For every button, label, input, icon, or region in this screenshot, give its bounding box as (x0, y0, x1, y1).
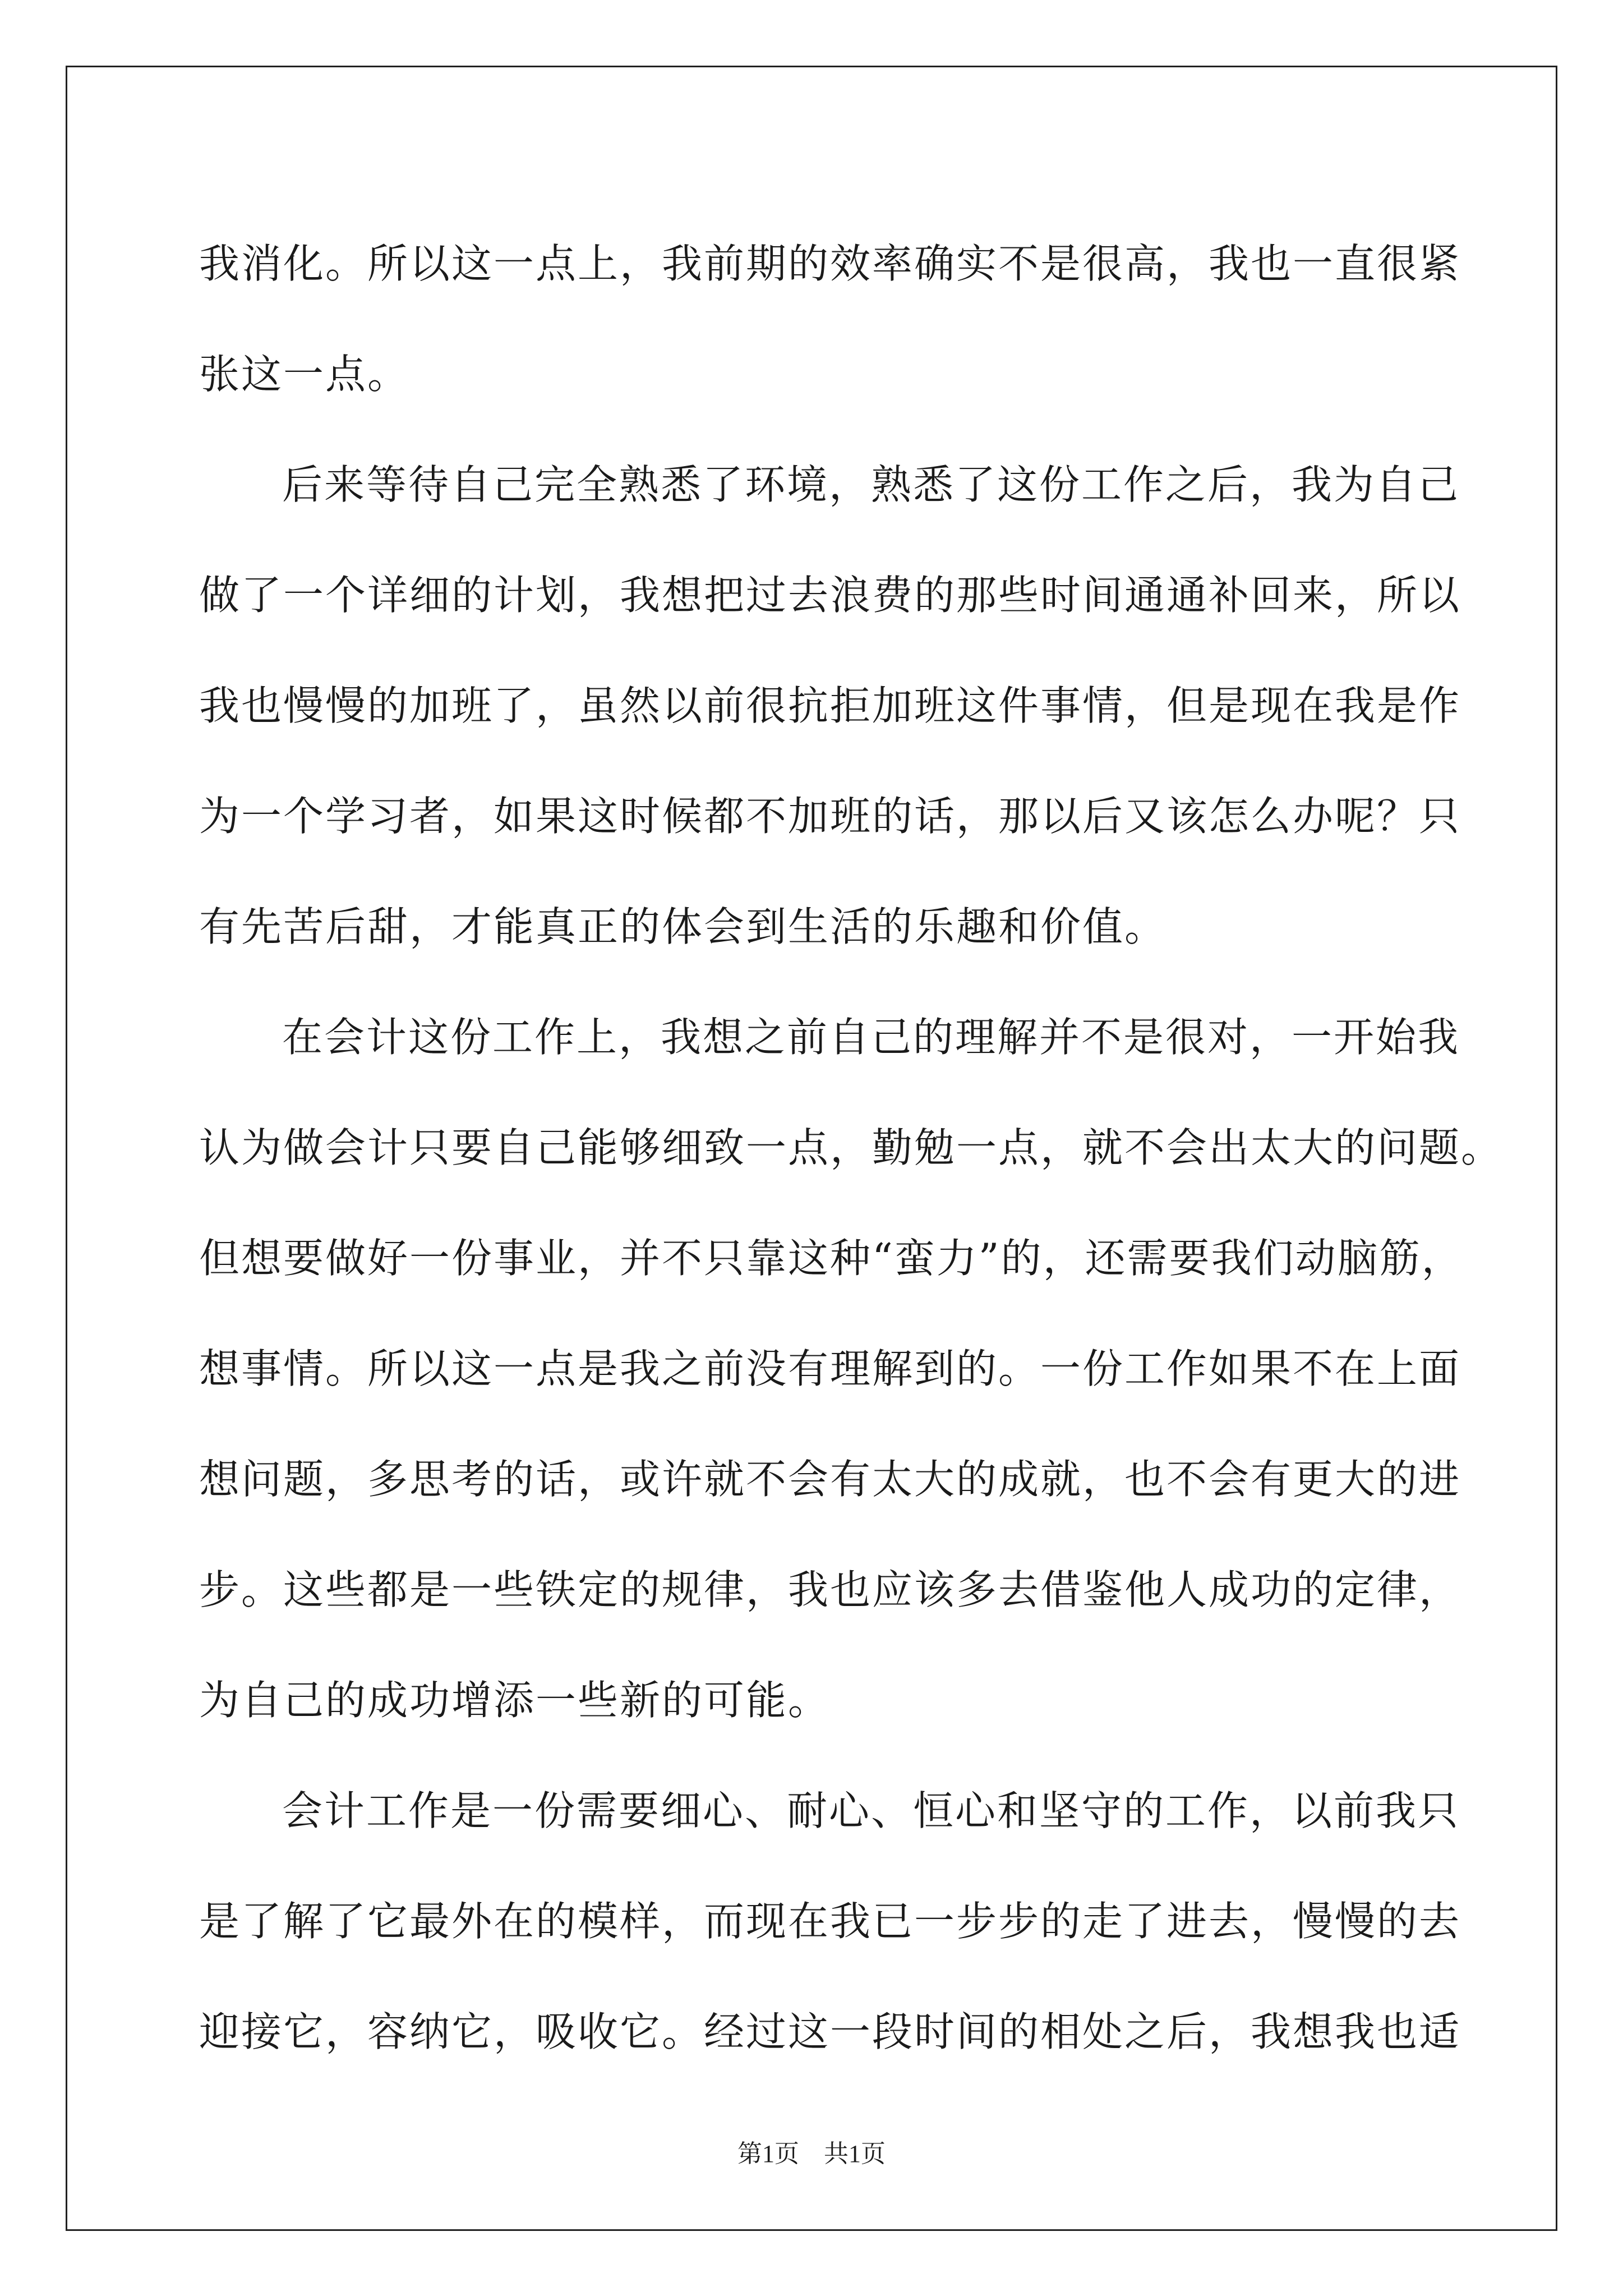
paragraph-first-line: 会计工作是一份需要细心、耐心、恒心和坚守的工作，以前我只 (282, 1787, 1460, 1834)
text-line: 我消化。所以这一点上，我前期的效率确实不是很高，我也一直很紧 (199, 240, 1461, 287)
text-line: 张这一点。 (199, 351, 410, 398)
paragraph-first-line: 后来等待自己完全熟悉了环境，熟悉了这份工作之后，我为自己 (282, 461, 1460, 508)
text-line: 认为做会计只要自己能够细致一点，勤勉一点，就不会出太大的问题。 (199, 1124, 1504, 1171)
text-line: 迎接它，容纳它，吸收它。经过这一段时间的相处之后，我想我也适 (199, 2008, 1461, 2055)
text-line: 为一个学习者，如果这时候都不加班的话，那以后又该怎么办呢？只 (199, 793, 1461, 840)
paragraph-first-line: 在会计这份工作上，我想之前自己的理解并不是很对，一开始我 (282, 1014, 1460, 1061)
text-line: 步。这些都是一些铁定的规律，我也应该多去借鉴他人成功的定律， (199, 1566, 1461, 1613)
text-line: 但想要做好一份事业，并不只靠这种“蛮力”的，还需要我们动脑筋， (199, 1235, 1464, 1282)
text-line: 做了一个详细的计划，我想把过去浪费的那些时间通通补回来，所以 (199, 572, 1461, 619)
page-number-footer: 第1页 共1页 (737, 2140, 886, 2168)
text-line: 为自己的成功增添一些新的可能。 (199, 1677, 831, 1724)
text-line: 想问题，多思考的话，或许就不会有太大的成就，也不会有更大的进 (199, 1456, 1461, 1503)
document-body (199, 209, 1504, 2087)
text-line: 是了解了它最外在的模样，而现在我已一步步的走了进去，慢慢的去 (199, 1898, 1461, 1945)
text-line: 想事情。所以这一点是我之前没有理解到的。一份工作如果不在上面 (199, 1345, 1461, 1392)
text-line: 我也慢慢的加班了，虽然以前很抗拒加班这件事情，但是现在我是作 (199, 682, 1461, 729)
text-line: 有先苦后甜，才能真正的体会到生活的乐趣和价值。 (199, 903, 1167, 950)
